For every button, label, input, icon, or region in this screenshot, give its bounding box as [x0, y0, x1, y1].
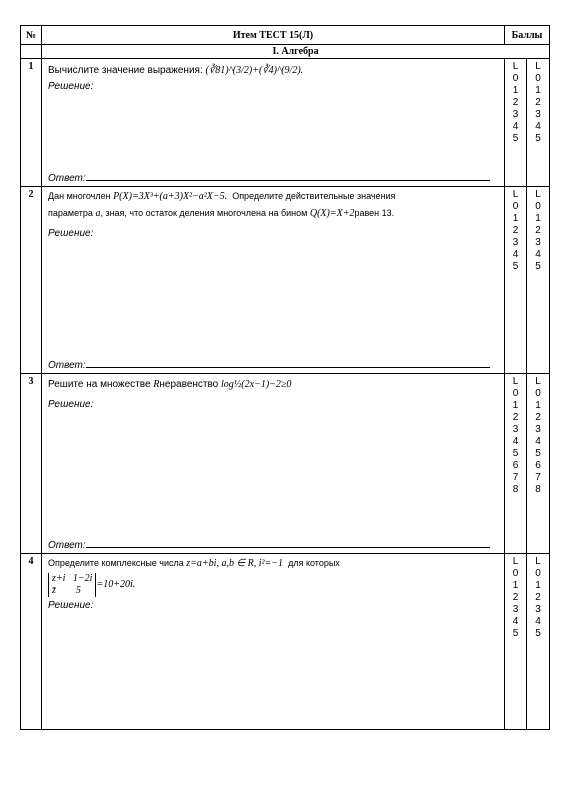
task-number: 1 — [21, 59, 42, 187]
score-option[interactable]: 4 — [535, 616, 541, 627]
score-option[interactable]: 3 — [512, 237, 519, 248]
task-text: неравенство — [159, 379, 219, 390]
score-option[interactable]: 7 — [535, 472, 541, 483]
header-num: № — [21, 26, 42, 45]
task-expression: =10+20i. — [96, 579, 136, 590]
score-option[interactable]: L — [512, 376, 519, 387]
score-option[interactable]: 3 — [535, 424, 541, 435]
task-expression: Q(X)=X+2 — [309, 208, 355, 219]
score-option[interactable]: L — [535, 376, 541, 387]
score-option[interactable]: 3 — [512, 109, 519, 120]
task-text: для которых — [288, 558, 340, 568]
score-option[interactable]: 5 — [535, 261, 541, 272]
header-title: Итем ТЕСТ 15(Л) — [42, 26, 505, 45]
test-table — [20, 25, 550, 730]
score-option[interactable]: 1 — [512, 213, 519, 224]
task-number: 3 — [21, 374, 42, 554]
score-option[interactable]: 3 — [512, 604, 519, 615]
score-option[interactable]: 1 — [512, 580, 519, 591]
solution-label: Решение: — [48, 81, 94, 92]
task-expression: R — [153, 379, 160, 390]
score-column-b — [527, 59, 550, 187]
score-column-b — [527, 374, 550, 554]
score-option[interactable]: 2 — [535, 592, 541, 603]
score-option[interactable]: 3 — [535, 237, 541, 248]
score-option[interactable]: 4 — [535, 249, 541, 260]
header-row — [21, 26, 550, 45]
task-text: , зная, что остаток деления многочлена на бином — [100, 208, 308, 218]
score-option[interactable]: 0 — [535, 388, 541, 399]
task-expression: z=a+bi, a,b ∈ R, i²=−1 — [186, 558, 284, 569]
score-option[interactable]: 5 — [512, 261, 519, 272]
score-option[interactable]: 1 — [535, 213, 541, 224]
score-option[interactable]: 2 — [535, 412, 541, 423]
score-option[interactable]: 5 — [535, 628, 541, 639]
header-points: Баллы — [505, 26, 550, 45]
answer-line[interactable]: Ответ: — [48, 540, 490, 551]
score-option[interactable]: 0 — [535, 568, 541, 579]
score-option[interactable]: 0 — [512, 388, 519, 399]
score-column-a — [505, 59, 527, 187]
score-option[interactable]: 2 — [535, 97, 541, 108]
score-option[interactable]: 3 — [512, 424, 519, 435]
score-column-b — [527, 554, 550, 730]
task-row-4 — [21, 554, 550, 730]
task-text: Дан многочлен — [48, 191, 111, 201]
task-text: Определите действительные значения — [232, 191, 396, 201]
score-option[interactable]: 5 — [512, 448, 519, 459]
score-option[interactable]: 4 — [512, 616, 519, 627]
score-option[interactable]: 2 — [535, 225, 541, 236]
score-option[interactable]: 5 — [512, 133, 519, 144]
score-option[interactable]: 5 — [512, 628, 519, 639]
score-option[interactable]: 0 — [512, 73, 519, 84]
score-option[interactable]: 6 — [512, 460, 519, 471]
solution-label: Решение: — [48, 600, 94, 611]
determinant: z+i 1−2i z̄ 5 — [48, 573, 96, 597]
score-option[interactable]: 4 — [512, 249, 519, 260]
score-option[interactable]: L — [512, 61, 519, 72]
score-column-a — [505, 374, 527, 554]
score-option[interactable]: 1 — [535, 85, 541, 96]
score-option[interactable]: 1 — [535, 580, 541, 591]
task-number: 2 — [21, 187, 42, 374]
score-option[interactable]: 4 — [512, 436, 519, 447]
task-number: 4 — [21, 554, 42, 730]
score-option[interactable]: L — [535, 61, 541, 72]
score-option[interactable]: 2 — [512, 412, 519, 423]
score-option[interactable]: 8 — [535, 484, 541, 495]
score-option[interactable]: 3 — [535, 604, 541, 615]
score-option[interactable]: 0 — [535, 73, 541, 84]
task-content — [42, 187, 505, 374]
score-column-a — [505, 554, 527, 730]
score-option[interactable]: L — [535, 556, 541, 567]
task-content — [42, 554, 505, 730]
task-content — [42, 59, 505, 187]
task-row-1 — [21, 59, 550, 187]
score-option[interactable]: L — [512, 556, 519, 567]
score-option[interactable]: 4 — [535, 121, 541, 132]
score-option[interactable]: 2 — [512, 225, 519, 236]
task-text: Вычислите значение выражения: — [48, 65, 203, 76]
solution-label: Решение: — [48, 228, 94, 239]
task-row-3 — [21, 374, 550, 554]
score-option[interactable]: 6 — [535, 460, 541, 471]
score-option[interactable]: 1 — [512, 400, 519, 411]
score-option[interactable]: 1 — [535, 400, 541, 411]
score-option[interactable]: 0 — [512, 201, 519, 212]
score-option[interactable]: 4 — [512, 121, 519, 132]
task-expression: a — [95, 208, 101, 219]
score-option[interactable]: 5 — [535, 448, 541, 459]
score-option[interactable]: L — [512, 189, 519, 200]
score-column-b — [527, 187, 550, 374]
task-text: параметра — [48, 208, 93, 218]
score-option[interactable]: 5 — [535, 133, 541, 144]
answer-line[interactable]: Ответ: — [48, 173, 490, 184]
score-option[interactable]: 2 — [512, 97, 519, 108]
section-row — [21, 45, 550, 59]
score-column-a — [505, 187, 527, 374]
task-expression: (∛81)^(3/2)+(∛4)^(9/2). — [205, 65, 304, 76]
score-option[interactable]: 4 — [535, 436, 541, 447]
task-expression: log½(2x−1)−2≥0 — [221, 379, 292, 390]
solution-label: Решение: — [48, 399, 94, 410]
task-row-2 — [21, 187, 550, 374]
task-text: Определите комплексные числа — [48, 558, 184, 568]
score-option[interactable]: 0 — [512, 568, 519, 579]
score-option[interactable]: 2 — [512, 592, 519, 603]
task-text: Решите на множестве — [48, 379, 151, 390]
task-text: равен 13. — [354, 208, 395, 218]
score-option[interactable]: 0 — [535, 201, 541, 212]
section-title: I. Алгебра — [42, 45, 550, 59]
task-expression: P(X)=3X³+(a+3)X²−a²X−5. — [113, 191, 228, 202]
score-option[interactable]: 7 — [512, 472, 519, 483]
answer-line[interactable]: Ответ: — [48, 360, 490, 371]
score-option[interactable]: 1 — [512, 85, 519, 96]
score-option[interactable]: L — [535, 189, 541, 200]
score-option[interactable]: 8 — [512, 484, 519, 495]
score-option[interactable]: 3 — [535, 109, 541, 120]
task-content — [42, 374, 505, 554]
